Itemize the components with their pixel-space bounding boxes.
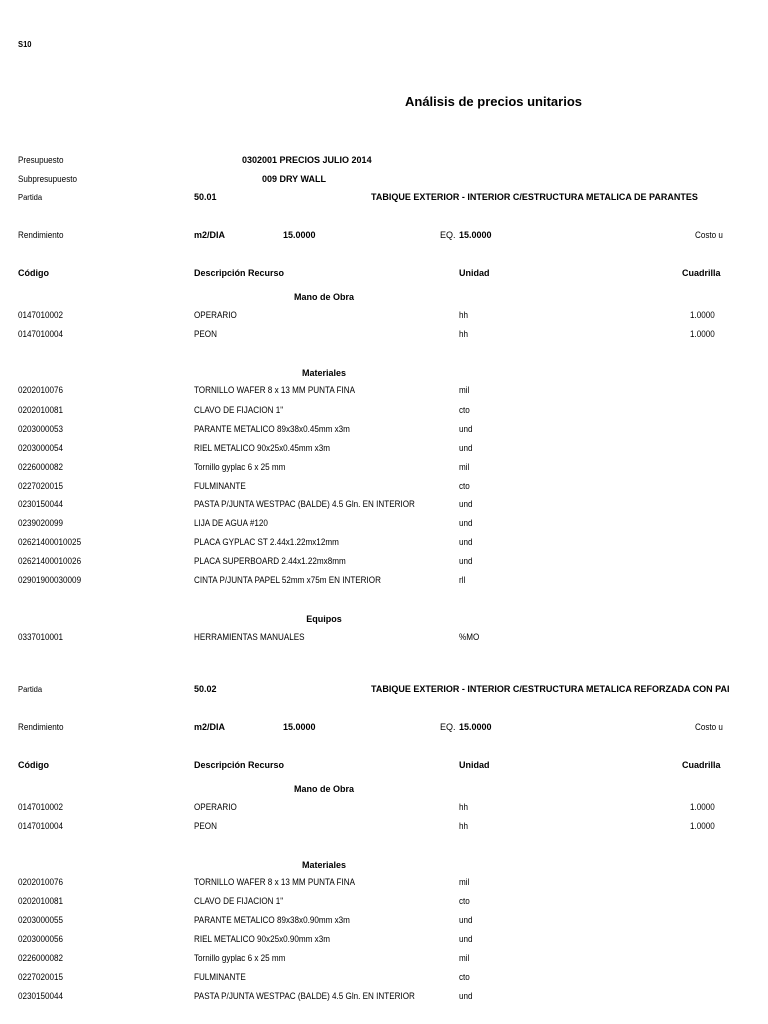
row-description: RIEL METALICO 90x25x0.90mm x3m [194,934,330,944]
row-code: 0226000082 [18,953,64,963]
row-code: 02621400010026 [18,556,82,566]
row-unit: und [459,499,473,509]
row-description: RIEL METALICO 90x25x0.45mm x3m [194,443,330,453]
presupuesto-value: 0302001 PRECIOS JULIO 2014 [242,155,372,165]
row-unit: cto [459,972,470,982]
row-description: FULMINANTE [194,481,246,491]
partida-description: TABIQUE EXTERIOR - INTERIOR C/ESTRUCTURA METALICA REFORZADA CON PAI [371,684,730,694]
rendimiento-unit: m2/DIA [194,722,226,732]
row-description: OPERARIO [194,802,237,812]
row-unit: %MO [459,632,480,642]
row-unit: und [459,537,473,547]
row-unit: hh [459,821,469,831]
row-unit: mil [459,953,470,963]
presupuesto-label: Presupuesto [18,155,64,165]
row-unit: und [459,991,473,1001]
row-code: 0230150044 [18,499,64,509]
section-heading: Materiales [301,860,347,870]
row-code: 0239020099 [18,518,64,528]
row-description: Tornillo gyplac 6 x 25 mm [194,462,286,472]
row-code: 0147010004 [18,329,64,339]
row-description: CLAVO DE FIJACION 1" [194,896,284,906]
eq-value: 15.0000 [459,722,492,732]
row-description: PARANTE METALICO 89x38x0.45mm x3m [194,424,350,434]
partida-label: Partida [18,193,43,202]
row-code: 0227020015 [18,972,64,982]
row-unit: und [459,915,473,925]
col-header-cuadrilla: Cuadrilla [682,760,721,770]
eq-label: EQ. [440,230,456,240]
eq-value: 15.0000 [459,230,492,240]
row-code: 0227020015 [18,481,64,491]
row-code: 0230150044 [18,991,64,1001]
section-heading: Mano de Obra [293,292,355,302]
section-heading: Mano de Obra [293,784,355,794]
rendimiento-label: Rendimiento [18,230,64,240]
row-description: PLACA SUPERBOARD 2.44x1.22mx8mm [194,556,346,566]
row-code: 0202010076 [18,385,64,395]
row-unit: hh [459,802,469,812]
row-cuadrilla: 1.0000 [690,821,715,831]
row-code: 0203000053 [18,424,64,434]
row-description: PLACA GYPLAC ST 2.44x1.22mx12mm [194,537,339,547]
row-code: 0202010081 [18,896,64,906]
page-title: Análisis de precios unitarios [405,94,582,109]
col-header-descripcion: Descripción Recurso [194,760,285,770]
col-header-codigo: Código [18,760,49,770]
row-description: TORNILLO WAFER 8 x 13 MM PUNTA FINA [194,385,355,395]
row-description: LIJA DE AGUA #120 [194,518,268,528]
row-code: 0203000056 [18,934,64,944]
row-code: 0337010001 [18,632,64,642]
col-header-cuadrilla: Cuadrilla [682,268,721,278]
row-description: OPERARIO [194,310,237,320]
section-heading: Equipos [306,614,342,624]
subpresupuesto-value: 009 DRY WALL [262,174,327,184]
row-code: 0226000082 [18,462,64,472]
row-cuadrilla: 1.0000 [690,329,715,339]
row-code: 0147010002 [18,802,64,812]
col-header-unidad: Unidad [459,268,490,278]
costo-label: Costo u [695,230,723,240]
row-code: 0203000055 [18,915,64,925]
row-unit: und [459,518,473,528]
row-unit: mil [459,462,470,472]
row-code: 02901900030009 [18,575,82,585]
row-description: Tornillo gyplac 6 x 25 mm [194,953,286,963]
row-description: CINTA P/JUNTA PAPEL 52mm x75m EN INTERIOR [194,575,381,585]
section-heading: Materiales [301,368,347,378]
rendimiento-unit: m2/DIA [194,230,226,240]
row-code: 02621400010025 [18,537,82,547]
row-unit: hh [459,310,469,320]
row-unit: und [459,424,473,434]
row-description: PASTA P/JUNTA WESTPAC (BALDE) 4.5 Gln. EN INTERIOR [194,499,415,509]
row-cuadrilla: 1.0000 [690,310,715,320]
col-header-descripcion: Descripción Recurso [194,268,285,278]
costo-label: Costo u [695,722,723,732]
row-description: TORNILLO WAFER 8 x 13 MM PUNTA FINA [194,877,355,887]
row-unit: cto [459,481,470,491]
rendimiento-value: 15.0000 [283,722,316,732]
row-description: PEON [194,821,217,831]
rendimiento-value: 15.0000 [283,230,316,240]
row-code: 0202010081 [18,405,64,415]
partida-label: Partida [18,685,43,694]
partida-description: TABIQUE EXTERIOR - INTERIOR C/ESTRUCTURA METALICA DE PARANTES [371,192,698,202]
subpresupuesto-label: Subpresupuesto [18,174,78,184]
eq-label: EQ. [440,722,456,732]
row-description: CLAVO DE FIJACION 1" [194,405,284,415]
row-unit: rll [459,575,466,585]
row-description: PEON [194,329,217,339]
row-description: PARANTE METALICO 89x38x0.90mm x3m [194,915,350,925]
col-header-codigo: Código [18,268,49,278]
row-code: 0147010004 [18,821,64,831]
partida-code: 50.02 [194,684,217,694]
row-description: PASTA P/JUNTA WESTPAC (BALDE) 4.5 Gln. EN INTERIOR [194,991,415,1001]
row-cuadrilla: 1.0000 [690,802,715,812]
col-header-unidad: Unidad [459,760,490,770]
row-unit: mil [459,385,470,395]
row-unit: mil [459,877,470,887]
row-code: 0147010002 [18,310,64,320]
rendimiento-label: Rendimiento [18,722,64,732]
brand-label: S10 [18,40,32,49]
row-unit: cto [459,405,470,415]
row-code: 0203000054 [18,443,64,453]
row-description: HERRAMIENTAS MANUALES [194,632,305,642]
row-unit: und [459,934,473,944]
row-unit: und [459,443,473,453]
row-description: FULMINANTE [194,972,246,982]
row-unit: und [459,556,473,566]
row-code: 0202010076 [18,877,64,887]
partida-code: 50.01 [194,192,217,202]
row-unit: hh [459,329,469,339]
row-unit: cto [459,896,470,906]
